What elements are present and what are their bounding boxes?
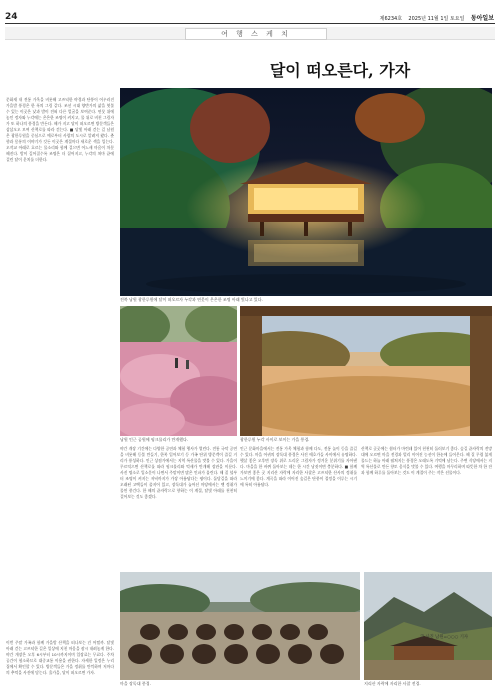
mountain-photo-caption: 지리산 자락에 자리한 사찰 전경. — [364, 681, 421, 686]
page-header — [0, 0, 500, 26]
column-text: 이번 주말 가족과 함께 가을밤 산책을 떠나보는 건 어떨까. 달빛 아래 걷는 고즈넉한 길은 일상에 지친 마음을 잠시 내려놓게 한다. 야간 개장은 오후 6시부터 10시까지이며 입장료는 무료다. 주차 공간이 협소하므로 대중교통 이용을 권한다. 자세한 일정은 누리집에서 확인할 수 있다. 방문객들은 가을 정취를 만끽하며 저마다의 추억을 사진에 담는다. 올가을, 달이 떠오르면 가자. — [6, 640, 114, 675]
section-label: 여 행 스 케 치 — [185, 28, 327, 40]
column-text: 야간 개장 기간에는 다양한 공연과 체험 행사가 열린다. 전통 국악 공연을 비롯해 등불 만들기, 한복 입어보기 등 가족 단위 방문객이 즐길 거리가 풍성하다. 인근 상점가에서는 지역 특산물을 맛볼 수 있다. 가을이 무르익으면 산책로를 따라 핑크뮬리와 억새가 만개해 장관을 이룬다. 사진 명소로 입소문이 나면서 주말이면 많은 인파가 몰린다. 해 질 녘부터 조명이 켜지는 저녁까지가 가장 아름답다는 평이다. 돌담길을 따라 오래된 고택들이 줄지어 있고, 장독대가 늘어선 마당에서는 옛 정취가 물씬 풍긴다. 한 해의 끝자락으로 향하는 이 계절, 달빛 아래를 천천히 걸어보는 것도 좋겠다. — [120, 446, 237, 499]
article-headline: 달이 떠오른다, 가자 — [269, 61, 411, 80]
main-night-photo — [120, 88, 492, 296]
header-meta — [380, 13, 494, 22]
date-label: 2025년 11월 1일 토요일 — [408, 16, 465, 22]
column-text: 산책로 곳곳에는 쉼터가 마련돼 있어 천천히 둘러보기 좋다. 숲길 끝자락의 전망대에 오르면 마을 전경과 멀리 이어진 능선이 한눈에 들어온다. 해 질 무렵 붉게 물드는 하늘 아래 펼쳐지는 풍경은 오래도록 기억에 남는다. 주변 식당에서는 지역 특산물로 만든 향토 음식을 맛볼 수 있다. 여행을 마무리하며 따뜻한 차 한 잔과 함께 하루를 돌아보는 것도 이 계절이 주는 작은 선물이다. — [361, 446, 492, 475]
article-column-1 — [6, 97, 114, 634]
field-photo-caption: 광한루원 누각 사이로 보이는 가을 풍경. — [240, 437, 310, 442]
pavilion-field-photo — [240, 306, 492, 436]
jar-photo-caption: 마을 장독대 풍경. — [120, 681, 151, 686]
section-banner — [5, 27, 495, 40]
column-text: 인근 문화마을에서는 전통 가옥 체험과 함께 다도, 전통 놀이 등을 즐길 수 있다. 마을 어귀의 장독대 풍경은 사진 애호가들 사이에서 유명하다. 햇살 좋은 오후면 장독 위로 드리운 그림자가 정겨운 분위기를 자아낸다. 마을을 한 바퀴 돌아보는 데는 한 시간 남짓이면 충분하다. ■ 함께 가보면 좋은 곳 지리산 자락에 자리한 사찰은 고즈넉한 산사의 정취를 느끼기에 좋다. 계곡을 따라 이어진 숲길은 단풍이 절정을 이루는 시기에 특히 아름답다. — [240, 446, 357, 487]
article-byline: 글·사진 남원=○○○ 기자 — [420, 635, 469, 640]
edition-label: 제6234호 — [379, 16, 403, 22]
pink-muhly-photo — [120, 306, 237, 436]
article-column-5 — [6, 640, 114, 688]
column-text: 문화재 내 전통 가옥을 비롯해 고즈넉한 야경과 단풍이 어우러진 가을밤 풍경은 한 폭의 그림 같다. 조선 시대 양반가의 삶을 엿볼 수 있는 이곳은 낮과 밤이 전혀 다른 얼굴을 보여준다. 연못 위에 놓인 정자와 누각에는 은은한 조명이 켜지고, 물 위로 비친 그림자가 또 하나의 풍경을 만든다. 해가 지고 달이 떠오르면 방문객들은 삼삼오오 모여 산책로를 따라 걷는다. ■ 달빛 아래 걷는 길 남원은 광한루원을 중심으로 예로부터 사랑의 도시로 알려져 왔다. 춘향과 몽룡의 이야기가 깃든 이곳은 계절마다 새로운 색을 입는다. 오작교 아래로 흐르는 물소리와 함께 걸으면 어느새 마음이 차분해진다. 밤이 깊어질수록 조명은 더 짙어지고, 누각의 처마 끝에 걸린 달이 운치를 더한다. — [6, 97, 114, 162]
page-number: 24 — [5, 12, 18, 22]
mountain-temple-photo — [364, 572, 492, 680]
pink-photo-caption: 남원 인근 공원에 핑크뮬리가 만개했다. — [120, 437, 189, 442]
header-rule — [5, 23, 495, 24]
jar-terrace-photo — [120, 572, 360, 680]
main-photo-caption: 전북 남원 광한루원에 달이 떠오르자 누각과 연못이 은은한 조명 아래 빛나고 있다. — [120, 297, 263, 302]
publication-name: 동아일보 — [470, 15, 494, 22]
